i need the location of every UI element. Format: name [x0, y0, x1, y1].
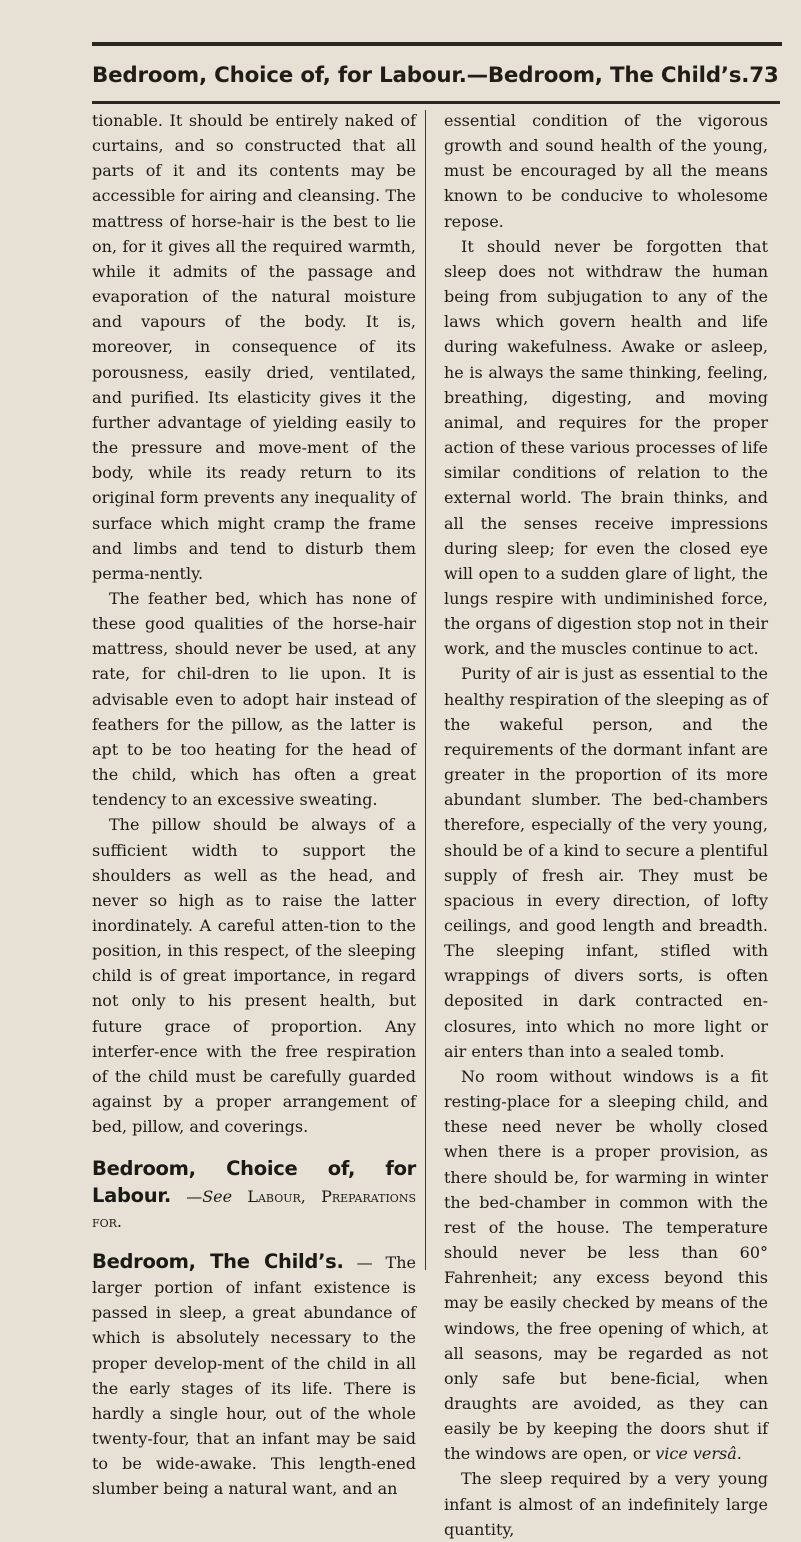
entry-bedroom-choice-labour: Bedroom, Choice of, for Labour. —See Labour, Preparations for. — [92, 1157, 416, 1231]
left-paragraph-2: The feather bed, which has none of these good qualities of the horse-hair mattress, should never be used, at any rate, for chil-dren to lie upon. It is advisable even to adopt hair instead of feathers for the pillow, as the latter is apt to be too heating for the head of the child, which has often a great tendency to an excessive sweating. — [92, 588, 416, 810]
entry-heading: Bedroom, The Child’s. — [92, 1249, 344, 1273]
right-paragraph-3: Purity of air is just as essential to the healthy respiration of the sleeping as of the wakeful person, and the requirements of the dormant infant are greater in the proportion of its more abundant slumber. The bed-chambers therefore, especially of the very young, should be of a kind to secure a plentiful supply of fresh air. They must be spacious in every direction, of lofty ceilings, and good length and breadth. The sleeping infant, stifled with wrappings of divers sorts, is often deposited in dark contracted en-closures, into which no more light or air enters than into a sealed tomb. — [444, 664, 768, 1061]
top-rule — [92, 42, 782, 46]
right-paragraph-4 — [444, 1064, 768, 1467]
right-paragraph-2: It should never be forgotten that sleep does not withdraw the human being from subjugation to any of the laws which govern health and life during wakefulness. Awake or asleep, he is always the same thinking, feeling, breathing, digesting, and moving animal, and requires for the proper action of these various processes of life similar conditions of relation to the external world. The brain thinks, and all the senses receive impressions during sleep; for even the closed eye will open to a sudden glare of light, the lungs respire with undiminished force, the organs of digestion stop not in their work, and the muscles continue to act. — [444, 236, 768, 659]
header-title: Bedroom, Choice of, for Labour.—Bedroom, The Child’s. — [92, 63, 750, 88]
left-paragraph-1: tionable. It should be entirely naked of curtains, and so constructed that all parts of it and its contents may be accessible for airing and cleansing. The mattress of horse-hair is the best to lie on, for it gives all the required warmth, while it admits of the passage and evaporation of the natural moisture and vapours of the body. It is, moreover, in consequence of its porousness, easily dried, ventilated, and purified. Its elasticity gives it the further advantage of yielding easily to the pressure and move-ment of the body, while its ready return to its original form prevents any inequality of surface which might cramp the frame and limbs and tend to disturb them perma-nently. — [92, 111, 416, 583]
cross-reference: Labour, Preparations for. — [92, 1186, 416, 1231]
right-paragraph-5: The sleep required by a very young infant is almost of an indefinitely large quantity, — [444, 1469, 768, 1539]
right-paragraph-1: essential condition of the vigorous growth and sound health of the young, must be encouraged by all the means known to be conducive to wholesome repose. — [444, 111, 768, 231]
entry-spacer — [92, 1234, 416, 1249]
header-rule — [92, 101, 780, 104]
running-header — [92, 63, 779, 88]
entry-body: The larger portion of infant existence is passed in sleep, a great abundance of which is absolutely necessary to the proper develop-ment of the child in all the early stages of its life. There is hardly a single hour, out of the whole twenty-four, that an infant may be said to be wide-awake. This length-ened slumber being a natural want, and an — [92, 1252, 416, 1499]
entry-heading: Bedroom, Choice of, for Labour. — [92, 1157, 416, 1207]
paragraph-text: No room without windows is a fit resting-place for a sleeping child, and these need never be wholly closed when there is a proper provision, as there should be, for warming in winter the bed-chamber in common with the rest of the house. The temperature should never be less than 60° Fahrenheit; any excess beyond this may be easily checked by means of the windows, the free opening of which, at all seasons, may be regarded as not only safe but bene-ficial, when draughts are avoided, as they can easily be by keeping the doors shut if the windows are open, or — [444, 1066, 768, 1464]
left-paragraph-3: The pillow should be always of a sufficient width to support the shoulders as well as the head, and never so high as to raise the latter inordinately. A careful atten-tion to the position, in this respect, of the sleeping child is of great importance, in regard not only to his present health, but future grace of proportion. Any interfer-ence with the free respiration of the child must be carefully guarded against by a proper arrangement of bed, pillow, and coverings. — [92, 815, 416, 1137]
column-divider — [425, 110, 426, 1270]
see-label: See — [202, 1186, 233, 1206]
page-number: 73 — [749, 63, 779, 88]
left-column — [92, 108, 416, 1501]
entry-bedroom-childs: Bedroom, The Child’s. — The larger portion of infant existence is passed in sleep, a great abundance of which is absolutely necessary to the proper develop-ment of the child in all the early stages of its life. There is hardly a single hour, out of the whole twenty-four, that an infant may be said to be wide-awake. This length-ened slumber being a natural want, and an — [92, 1249, 416, 1499]
italic-phrase: vice versâ. — [655, 1444, 742, 1464]
entry-spacer — [92, 1139, 416, 1156]
right-column — [444, 108, 768, 1542]
